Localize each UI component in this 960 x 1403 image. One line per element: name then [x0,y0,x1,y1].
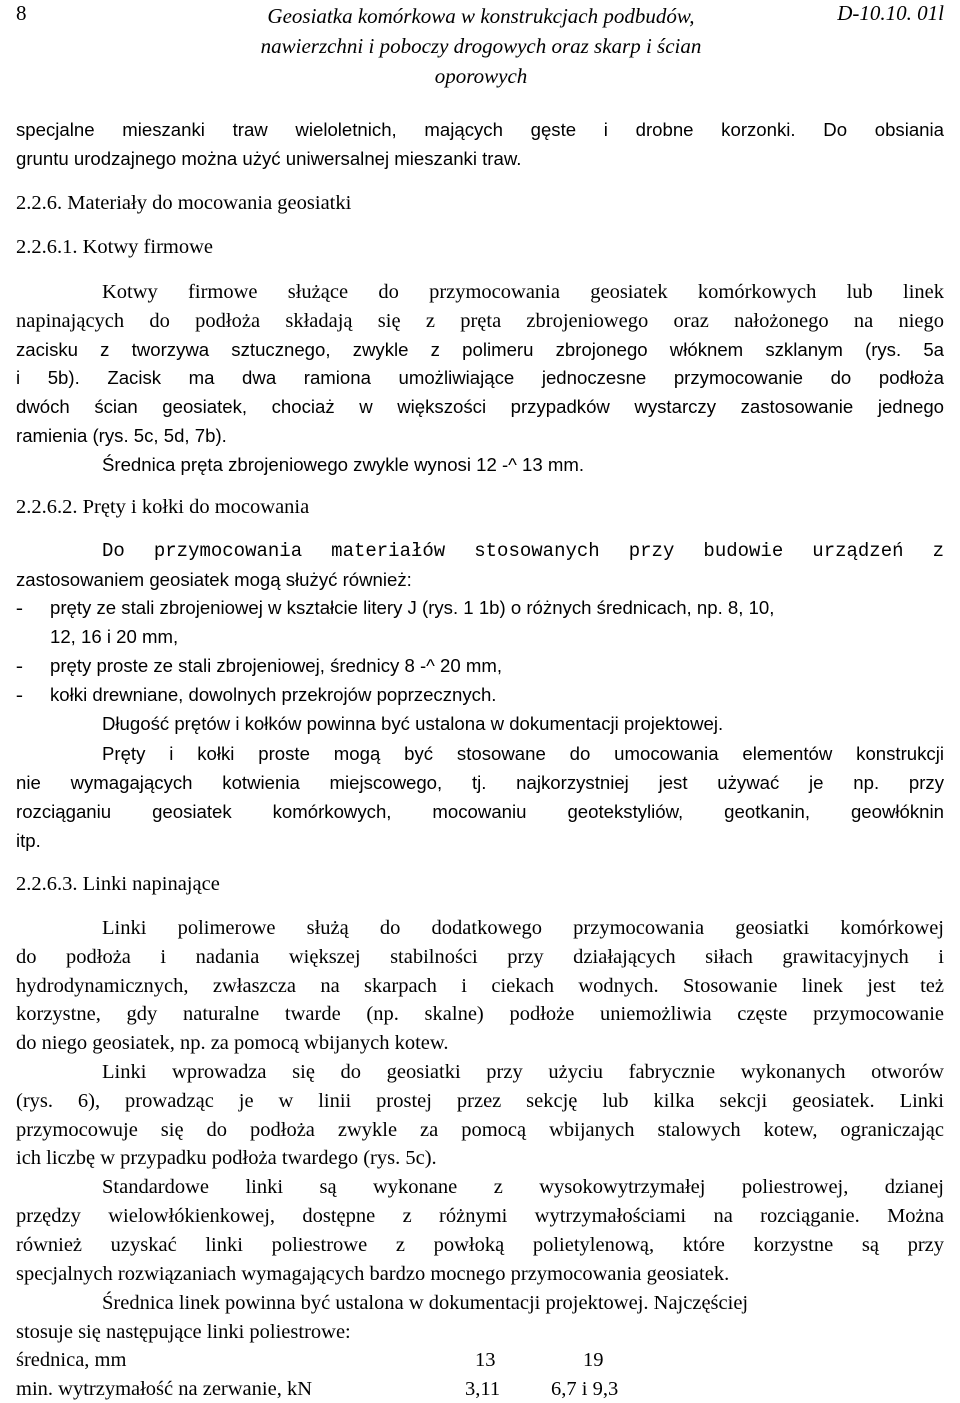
list-bullet: - [16,597,23,619]
list-item: pręty ze stali zbrojeniowej w kształcie litery J (rys. 1 1b) o różnych średnicach, np. 8, 10, [50,597,775,618]
paragraph-line: dwóch ścian geosiatek, chociaż w większości przypadków wystarczy zastosowanie jednego [16,396,944,417]
paragraph-line: Do przymocowania materiałów stosowanych przy budowie urządzeń z [102,540,944,562]
section-heading: 2.2.6. Materiały do mocowania geosiatki [16,192,352,214]
paragraph-line: Standardowe linki są wykonane z wysokowytrzymałej poliestrowej, dzianej [102,1176,944,1198]
paragraph-line: ramienia (rys. 5c, 5d, 7b). [16,425,227,446]
paragraph-line: nie wymagających kotwienia miejscowego, tj. najkorzystniej jest używać je np. przy [16,772,944,793]
paragraph-line: gruntu urodzajnego można użyć uniwersalnej mieszanki traw. [16,148,522,169]
paragraph-line: i 5b). Zacisk ma dwa ramiona umożliwiające jednoczesne przymocowanie do podłoża [16,367,944,388]
header-title: Geosiatka komórkowa w konstrukcjach podbudów, nawierzchni i poboczy drogowych oraz skarp i ścian oporowych [260,4,702,88]
paragraph-line: (rys. 6), prowadząc je w linii prostej przez sekcję lub kilka sekcji geosiatek. Linki [16,1090,944,1112]
list-item-continuation: 12, 16 i 20 mm, [50,626,179,647]
table-row [16,1375,944,1403]
list-bullet: - [16,655,23,677]
paragraph-line: korzystne, gdy naturalne twarde (np. skalne) podłoże uniemożliwia częste przymocowanie [16,1003,944,1025]
list-item: pręty proste ze stali zbrojeniowej, średnicy 8 -^ 20 mm, [50,655,503,676]
subsection-heading: 2.2.6.2. Pręty i kołki do mocowania [16,496,310,518]
paragraph-line: przędzy wielowłókienkowej, dostępne z różnymi wytrzymałościami na rozciąganie. Można [16,1205,944,1227]
table-cell-value: 6,7 i 9,3 [551,1378,619,1400]
table-cell-value: 19 [583,1349,604,1371]
paragraph-line: również uzyskać linki poliestrowe z powłoką polietylenową, które korzystne są przy [16,1234,944,1256]
paragraph-line: do niego geosiatek, np. za pomocą wbijanych kotew. [16,1032,449,1054]
paragraph-line: itp. [16,830,41,851]
paragraph-line: Długość prętów i kołków powinna być ustalona w dokumentacji projektowej. [102,713,724,734]
page-number: 8 [16,1,27,25]
subsection-heading: 2.2.6.3. Linki napinające [16,873,220,895]
paragraph-line: Kotwy firmowe służące do przymocowania geosiatek komórkowych lub linek [102,281,944,303]
paragraph-line: napinających do podłoża składają się z pręta zbrojeniowego oraz nałożonego na niego [16,310,944,332]
paragraph-line: specjalnych rozwiązaniach wymagających bardzo mocnego przymocowania geosiatek. [16,1263,730,1285]
paragraph-line: zastosowaniem geosiatek mogą służyć również: [16,569,412,590]
paragraph-line: Linki wprowadza się do geosiatki przy użyciu fabrycznie wykonanych otworów [102,1061,944,1083]
paragraph-line: ich liczbę w przypadku podłoża twardego (rys. 5c). [16,1147,437,1169]
paragraph-line: rozciąganiu geosiatek komórkowych, mocowaniu geotekstyliów, geotkanin, geowłóknin [16,801,944,822]
paragraph-line: specjalne mieszanki traw wieloletnich, mających gęste i drobne korzonki. Do obsiania [16,119,944,140]
page-header [16,0,944,88]
paragraph-line: przymocowuje się do podłoża zwykle za pomocą wbijanych stalowych kotew, ograniczając [16,1119,944,1141]
paragraph-line: Średnica linek powinna być ustalona w dokumentacji projektowej. Najczęściej [102,1292,749,1314]
list-item: kołki drewniane, dowolnych przekrojów poprzecznych. [50,684,497,705]
paragraph-line: do podłoża i nadania większej stabilności przy działających siłach grawitacyjnych i [16,946,944,968]
table-cell-value: 3,11 [465,1378,501,1400]
table-cell-label: min. wytrzymałość na zerwanie, kN [16,1378,313,1400]
document-code: D-10.10. 01l [837,1,944,25]
table-cell-value: 13 [475,1349,496,1371]
paragraph-line: hydrodynamicznych, zwłaszcza na skarpach i ciekach wodnych. Stosowanie linek jest też [16,975,944,997]
paragraph-line: stosuje się następujące linki poliestrowe: [16,1321,351,1343]
table-row [16,1346,944,1374]
paragraph-line: Linki polimerowe służą do dodatkowego przymocowania geosiatki komórkowej [102,917,944,939]
paragraph-line: Pręty i kołki proste mogą być stosowane do umocowania elementów konstrukcji [102,743,944,764]
subsection-heading: 2.2.6.1. Kotwy firmowe [16,236,214,258]
table-cell-label: średnica, mm [16,1349,127,1371]
paragraph-line: zacisku z tworzywa sztucznego, zwykle z polimeru zbrojonego włóknem szklanym (rys. 5a [16,339,944,360]
paragraph-line: Średnica pręta zbrojeniowego zwykle wynosi 12 -^ 13 mm. [102,454,585,475]
list-bullet: - [16,684,23,706]
